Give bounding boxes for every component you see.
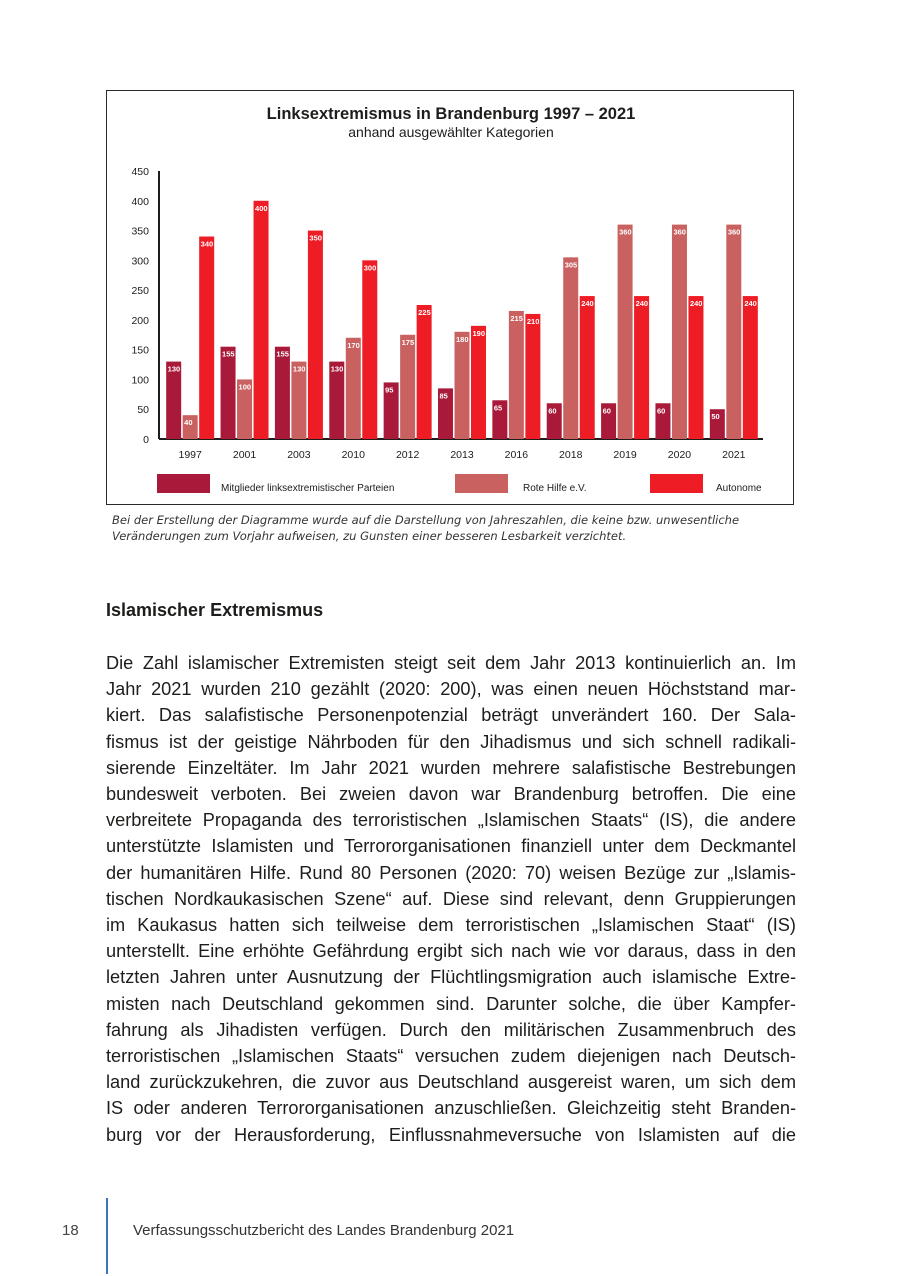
bar-value-label: 340 [200, 239, 214, 249]
x-tick-label: 2016 [504, 449, 529, 461]
body-line: der humanitären Hilfe. Rund 80 Personen (2020: 70) weisen Bezüge zur „Islamis- [106, 862, 796, 883]
bar-autonome-2010 [362, 260, 377, 439]
body-line: bundesweit verboten. Bei zweien davon war Brandenburg betroffen. Die eine [106, 784, 796, 805]
bar-rote-hilfe-e-v--2021 [726, 225, 741, 439]
x-tick-label: 2010 [341, 449, 365, 461]
bar-autonome-2001 [254, 201, 269, 439]
bar-value-label: 180 [456, 334, 469, 344]
x-tick-label: 2018 [559, 449, 583, 461]
bar-value-label: 50 [711, 412, 720, 422]
bar-autonome-2013 [471, 326, 486, 439]
bar-value-label: 215 [510, 313, 523, 323]
body-line: burg vor der Herausforderung, Einflussnahmeversuche von Islamisten auf die [106, 1124, 796, 1145]
bar-autonome-1997 [199, 237, 214, 439]
body-line: fismus ist der geistige Nährboden für den Jihadismus und sich schnell radikali- [106, 731, 796, 752]
legend-label: Autonome [716, 483, 762, 494]
bar-value-label: 240 [744, 299, 757, 309]
bar-rote-hilfe-e-v--2019 [618, 225, 633, 439]
bar-chart [107, 91, 795, 506]
y-tick-label: 200 [131, 314, 149, 327]
bar-rote-hilfe-e-v--2018 [563, 257, 578, 439]
bar-rote-hilfe-e-v--2020 [672, 225, 687, 439]
body-line: fahrung als Jihadisten verfügen. Durch den militärischen Zusammenbruch des [106, 1019, 796, 1040]
bar-value-label: 240 [635, 299, 649, 309]
legend-label: Rote Hilfe e.V. [523, 483, 587, 494]
x-tick-label: 2020 [667, 449, 692, 461]
bar-value-label: 400 [255, 203, 268, 213]
caption-line: Bei der Erstellung der Diagramme wurde auf die Darstellung von Jahreszahlen, die keine bzw. unwesentliche [112, 513, 740, 527]
bar-value-label: 305 [564, 260, 578, 270]
bar-value-label: 350 [309, 233, 322, 243]
y-tick-label: 150 [131, 344, 149, 357]
y-tick-label: 0 [143, 434, 149, 446]
x-tick-label: 2003 [287, 449, 311, 461]
bar-value-label: 95 [385, 385, 394, 395]
bar-value-label: 65 [493, 403, 503, 413]
body-paragraph [106, 650, 796, 1148]
footer-rule [106, 1198, 108, 1274]
x-tick-label: 2013 [450, 449, 474, 461]
bar-rote-hilfe-e-v--2012 [400, 335, 415, 439]
x-tick-label: 1997 [178, 449, 202, 461]
bar-value-label: 210 [526, 316, 540, 326]
bar-value-label: 225 [418, 308, 431, 317]
body-line: Die Zahl islamischer Extremisten steigt seit dem Jahr 2013 kontinuierlich an. Im [106, 653, 796, 673]
bar-value-label: 130 [292, 364, 306, 374]
x-tick-label: 2019 [613, 449, 637, 461]
y-tick-label: 450 [131, 166, 149, 178]
bar-value-label: 170 [347, 340, 360, 350]
x-tick-label: 2021 [722, 449, 746, 461]
section-heading: Islamischer Extremismus [106, 600, 324, 620]
bar-value-label: 60 [548, 406, 557, 416]
bar-value-label: 155 [222, 349, 235, 359]
body-line: misten nach Deutschland gekommen sind. Darunter solche, die über Kampfer- [106, 993, 796, 1014]
body-line: kiert. Das salafistische Personenpotenzial beträgt unverändert 160. Der Sala- [106, 705, 796, 726]
chart-title: Linksextremismus in Brandenburg 1997 – 2021 [266, 105, 636, 123]
bar-value-label: 155 [276, 349, 289, 359]
bar-value-label: 175 [401, 337, 415, 347]
legend-swatch-1 [157, 474, 210, 493]
bar-autonome-2018 [580, 296, 595, 439]
bar-autonome-2016 [525, 314, 540, 439]
body-line: im Kaukasus hatten sich teilweise dem terroristischen „Islamischen Staat“ (IS) [106, 915, 796, 936]
bar-value-label: 360 [673, 227, 686, 237]
body-line: IS oder anderen Terrororganisationen anzuschließen. Gleichzeitig steht Branden- [106, 1098, 796, 1119]
bar-value-label: 60 [602, 406, 611, 416]
chart-subtitle: anhand ausgewählter Kategorien [348, 124, 554, 140]
body-line: sierende Einzeltäter. Im Jahr 2021 wurden mehrere salafistische Bestrebungen [106, 757, 796, 778]
bar-mitglieder-linksextremistischer-parteien-2003 [275, 347, 290, 439]
bar-autonome-2019 [634, 296, 649, 439]
bar-value-label: 130 [330, 364, 344, 374]
bar-autonome-2020 [688, 296, 703, 439]
bar-value-label: 100 [238, 382, 252, 392]
bar-value-label: 240 [581, 299, 594, 309]
caption-line: Veränderungen zum Vorjahr aufweisen, zu Gunsten einer besseren Lesbarkeit verzichtet. [112, 529, 627, 543]
bar-rote-hilfe-e-v--2010 [346, 338, 361, 439]
bar-autonome-2021 [743, 296, 758, 439]
y-tick-label: 350 [131, 225, 149, 238]
legend-swatch-3 [650, 474, 703, 493]
bar-mitglieder-linksextremistischer-parteien-2001 [221, 347, 236, 439]
bar-value-label: 300 [363, 263, 377, 273]
footer-title: Verfassungsschutzbericht des Landes Brandenburg 2021 [133, 1222, 515, 1239]
body-line: Jahr 2021 wurden 210 gezählt (2020: 200), was einen neuen Höchststand mar- [106, 679, 796, 700]
bar-value-label: 60 [656, 406, 666, 416]
body-line: verbreitete Propaganda des terroristischen „Islamischen Staats“ (IS), die andere [106, 810, 796, 831]
body-line: tischen Nordkaukasischen Szene“ auf. Diese sind relevant, denn Gruppierungen [106, 888, 796, 909]
page-number: 18 [62, 1222, 79, 1239]
bar-value-label: 40 [184, 418, 193, 428]
bar-autonome-2003 [308, 231, 323, 439]
bar-rote-hilfe-e-v--2013 [455, 332, 470, 439]
y-tick-label: 250 [131, 285, 149, 298]
chart-caption [112, 512, 812, 544]
bar-value-label: 130 [167, 364, 181, 374]
bar-value-label: 360 [727, 227, 741, 237]
legend-swatch-2 [455, 474, 508, 493]
body-line: land zurückzukehren, die zuvor aus Deutschland ausgereist waren, um sich dem [106, 1072, 796, 1093]
bar-value-label: 85 [439, 391, 448, 401]
x-tick-label: 2001 [232, 449, 257, 461]
y-tick-label: 400 [131, 195, 149, 208]
body-line: terroristischen „Islamischen Staats“ versuchen zudem diejenigen nach Deutsch- [106, 1046, 796, 1067]
bar-value-label: 360 [619, 227, 632, 237]
bar-rote-hilfe-e-v--2016 [509, 311, 524, 439]
x-tick-label: 2012 [395, 449, 420, 461]
body-line: letzten Jahren unter Ausnutzung der Flüchtlingsmigration auch islamische Extre- [106, 967, 796, 988]
bar-value-label: 190 [472, 328, 486, 338]
legend-label: Mitglieder linksextremistischer Parteien [221, 483, 395, 494]
bar-autonome-2012 [417, 305, 432, 439]
body-line: unterstützte Islamisten und Terrororganisationen finanziell unter dem Deckmantel [106, 836, 796, 857]
y-tick-label: 100 [131, 374, 149, 387]
y-tick-label: 50 [137, 404, 149, 417]
y-tick-label: 300 [131, 255, 149, 268]
body-line: unterstellt. Eine erhöhte Gefährdung ergibt sich nach wie vor daraus, dass in den [106, 941, 796, 962]
bar-value-label: 240 [689, 299, 703, 309]
chart-frame [106, 90, 794, 505]
